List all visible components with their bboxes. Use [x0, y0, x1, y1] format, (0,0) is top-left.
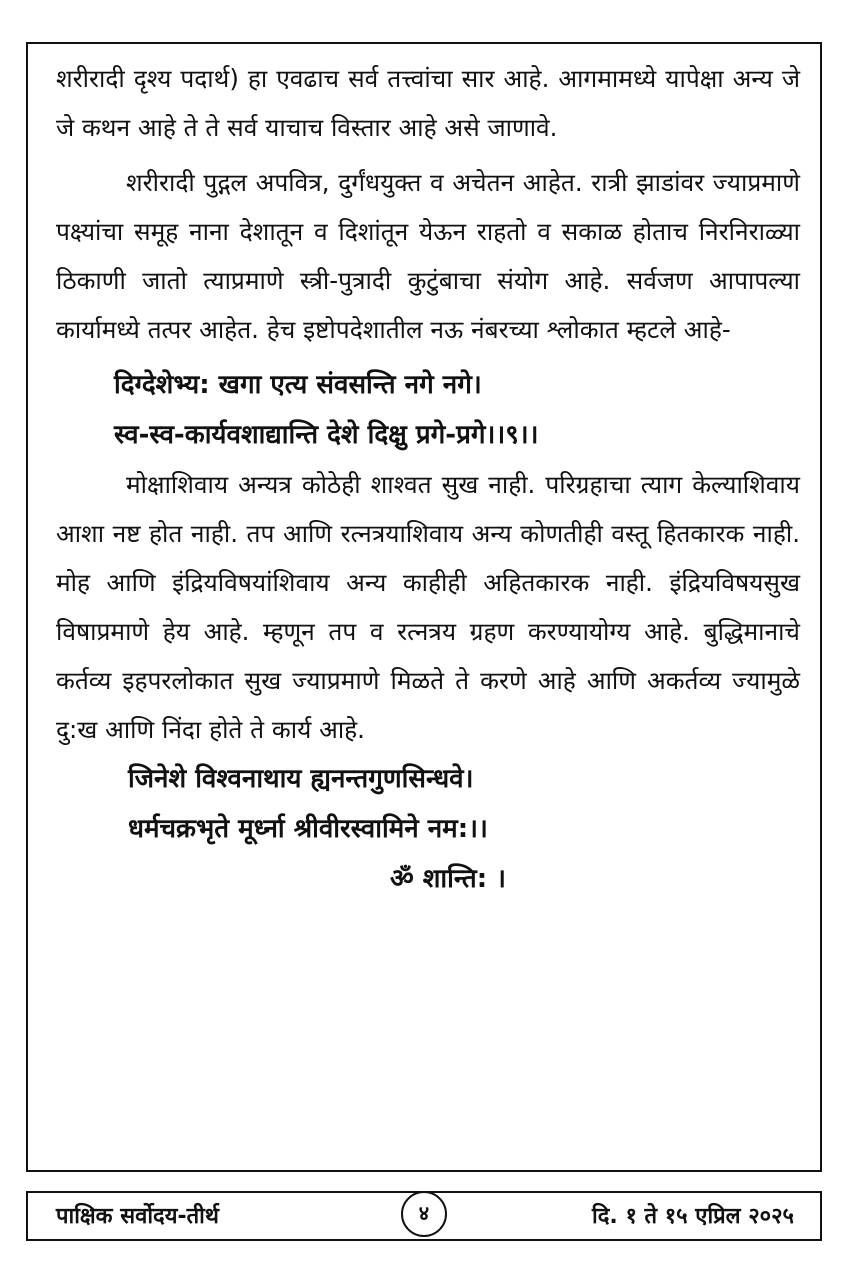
page-content	[56, 54, 800, 904]
closing-shanti: ॐ शान्ति: ।	[389, 864, 507, 894]
verse-1-line-1: दिग्देशेभ्य: खगा एत्य संवसन्ति नगे नगे।	[114, 370, 482, 400]
page-footer	[26, 1191, 822, 1241]
verse-2-line-2: धर्मचक्रभृते मूर्ध्ना श्रीवीरस्वामिने नम:।।	[128, 814, 488, 844]
issue-date: दि. १ ते १५ एप्रिल २०२५	[592, 1204, 794, 1229]
page-number-badge: ४	[401, 1191, 447, 1237]
verse-2-line-1: जिनेशे विश्वनाथाय ह्यनन्तगुणसिन्धवे।	[128, 764, 474, 794]
paragraph-3: मोक्षाशिवाय अन्यत्र कोठेही शाश्वत सुख नाही. परिग्रहाचा त्याग केल्याशिवाय आशा नष्ट होत नाही. तप आणि रत्नत्रयाशिवाय अन्य कोणतीही वस्तू हितकारक नाही. मोह आणि इंद्रियविषयांशिवाय अन्य काहीही अहितकारक नाही. इंद्रियविषयसुख विषाप्रमाणे हेय आहे. म्हणून तप व रत्नत्रय ग्रहण करण्यायोग्य आहे. बुद्धिमानाचे कर्तव्य इहपरलोकात सुख ज्याप्रमाणे मिळते ते करणे आहे आणि अकर्तव्य ज्यामुळे दु:ख आणि निंदा होते ते कार्य आहे.	[56, 470, 800, 744]
verse-1-line-2: स्व-स्व-कार्यवशाद्यान्ति देशे दिक्षु प्रगे-प्रगे।।९।।	[114, 420, 539, 450]
paragraph-2: शरीरादी पुद्गल अपवित्र, दुर्गंधयुक्त व अचेतन आहेत. रात्री झाडांवर ज्याप्रमाणे पक्ष्यांचा समूह नाना देशातून व दिशांतून येऊन राहतो व सकाळ होताच निरनिराळ्या ठिकाणी जातो त्याप्रमाणे स्त्री-पुत्रादी कुटुंबाचा संयोग आहे. सर्वजण आपापल्या कार्यामध्ये तत्पर आहेत. हेच इष्टोपदेशातील नऊ नंबरच्या श्लोकात म्हटले आहे-	[56, 168, 800, 344]
publication-name: पाक्षिक सर्वोदय-तीर्थ	[56, 1204, 219, 1229]
paragraph-1: शरीरादी दृश्य पदार्थ) हा एवढाच सर्व तत्त्वांचा सार आहे. आगमामध्ये यापेक्षा अन्य जे जे कथन आहे ते ते सर्व याचाच विस्तार आहे असे जाणावे.	[56, 64, 800, 142]
